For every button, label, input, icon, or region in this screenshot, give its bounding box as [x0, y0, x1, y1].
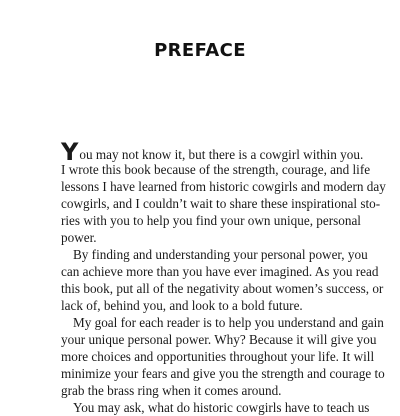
text-line: My goal for each reader is to help you understand and gain — [73, 315, 384, 330]
text-line: power. — [61, 230, 97, 245]
text-line: this book, put all of the negativity about women’s success, or — [61, 281, 384, 296]
drop-cap: Y — [61, 138, 79, 166]
text-line-content: ou may not know it, but there is a cowgirl within you. — [79, 147, 364, 162]
text-line: cowgirls, and I couldn’t wait to share these inspirational sto- — [61, 196, 381, 211]
text-line: You may ask, what do historic cowgirls have to teach us — [73, 400, 370, 415]
page-heading: PREFACE — [154, 40, 246, 61]
paragraph-3 — [61, 314, 385, 399]
text-line: your unique personal power. Why? Because it will give you — [61, 332, 377, 347]
text-line: ries with you to help you find your own unique, personal — [61, 213, 361, 228]
text-line: more choices and opportunities throughout your life. It will — [61, 349, 375, 364]
text-line: lack of, behind you, and look to a bold future. — [61, 298, 303, 313]
text-line: can achieve more than you have ever imagined. As you read — [61, 264, 379, 279]
text-line: minimize your fears and give you the strength and courage to — [61, 366, 385, 381]
text-line: By finding and understanding your personal power, you — [73, 247, 368, 262]
preface-body — [61, 138, 386, 416]
text-line: I wrote this book because of the strength, courage, and life — [61, 162, 371, 177]
text-line: grab the brass ring when it comes around. — [61, 383, 282, 398]
paragraph-4 — [61, 399, 370, 416]
paragraph-2 — [61, 246, 384, 314]
text-line — [61, 138, 364, 166]
text-line: lessons I have learned from historic cowgirls and modern day — [61, 179, 386, 194]
paragraph-1 — [61, 138, 386, 246]
